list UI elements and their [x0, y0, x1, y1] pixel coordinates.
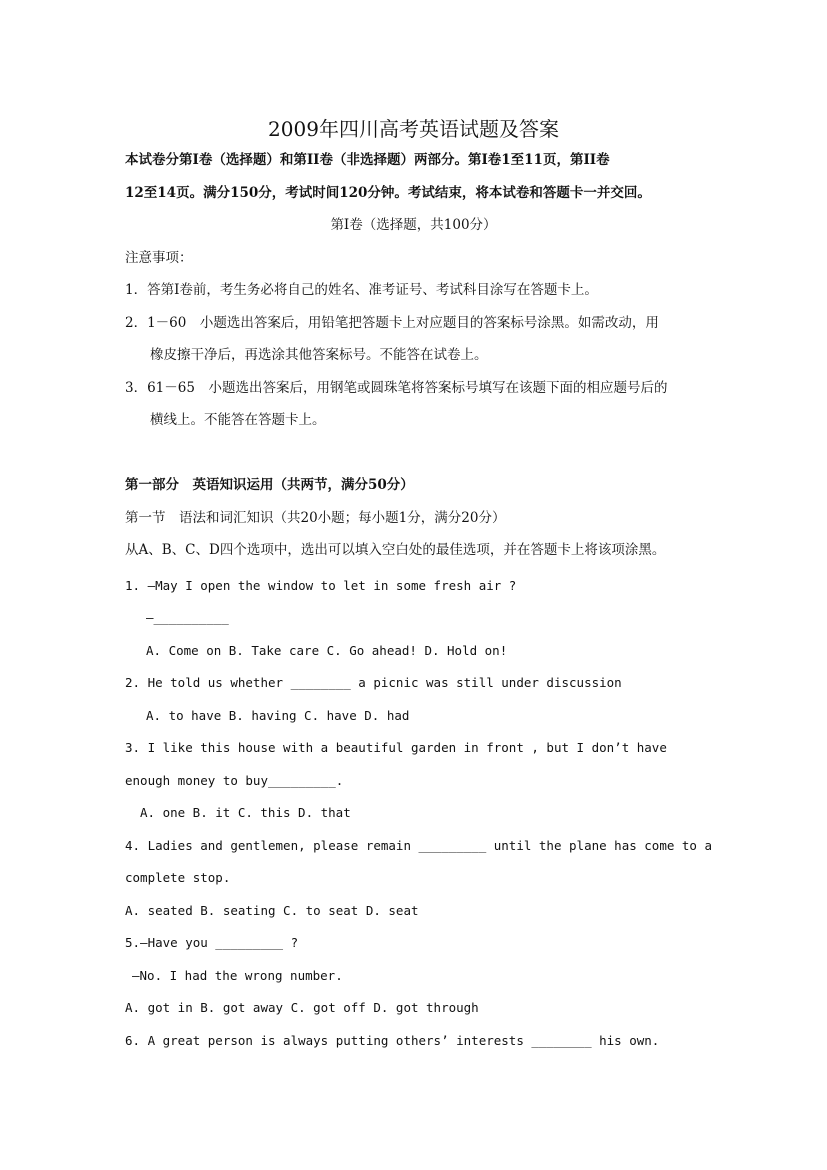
section1-heading: 第一部分 英语知识运用（共两节，满分50分） — [125, 477, 414, 493]
q2-options: A. to have B. having C. have D. had — [146, 708, 410, 723]
part1-heading: 第Ⅰ卷（选择题，共100分） — [330, 217, 497, 233]
note-item-2-line-2: 橡皮擦干净后，再选涂其他答案标号。不能答在试卷上。 — [150, 347, 488, 363]
q4-stem-line-2: complete stop. — [125, 870, 231, 885]
q1-stem: 1. —May I open the window to let in some fresh air ? — [125, 578, 517, 593]
q1-reply: —__________ — [146, 610, 229, 625]
section1-subheading: 第一节 语法和词汇知识（共20小题；每小题1分，满分20分） — [125, 510, 506, 526]
q1-options: A. Come on B. Take care C. Go ahead! D. Hold on! — [146, 643, 508, 658]
q5-options: A. got in B. got away C. got off D. got through — [125, 1000, 479, 1015]
section1-instruction: 从A、B、C、D四个选项中，选出可以填入空白处的最佳选项，并在答题卡上将该项涂黑。 — [125, 542, 666, 558]
note-item-3-line-2: 横线上。不能答在答题卡上。 — [150, 412, 326, 428]
q2-stem: 2. He told us whether ________ a picnic was still under discussion — [125, 675, 622, 690]
notes-heading: 注意事项： — [125, 250, 193, 266]
note-item-1: 1．答第Ⅰ卷前，考生务必将自己的姓名、准考证号、考试科目涂写在答题卡上。 — [125, 282, 598, 298]
q5-stem: 5.—Have you _________ ? — [125, 935, 299, 950]
document-title: 2009年四川高考英语试题及答案 — [268, 117, 559, 141]
intro-line-1: 本试卷分第Ⅰ卷（选择题）和第II卷（非选择题）两部分。第Ⅰ卷1至11页，第II卷 — [125, 152, 610, 168]
q3-stem-line-2: enough money to buy_________. — [125, 773, 344, 788]
note-item-2-line-1: 2．1－60 小题选出答案后，用铅笔把答题卡上对应题目的答案标号涂黑。如需改动，用 — [125, 315, 659, 331]
q6-stem: 6. A great person is always putting others’ interests ________ his own. — [125, 1033, 660, 1048]
intro-line-2: 12至14页。满分150分，考试时间120分钟。考试结束，将本试卷和答题卡一并交回。 — [125, 185, 651, 201]
q3-options: A. one B. it C. this D. that — [140, 805, 351, 820]
q4-stem-line-1: 4. Ladies and gentlemen, please remain _________ until the plane has come to a — [125, 838, 712, 853]
q3-stem-line-1: 3. I like this house with a beautiful garden in front , but I don’t have — [125, 740, 667, 755]
q5-reply: —No. I had the wrong number. — [132, 968, 343, 983]
note-item-3-line-1: 3．61－65 小题选出答案后，用钢笔或圆珠笔将答案标号填写在该题下面的相应题号后的 — [125, 380, 668, 396]
q4-options: A. seated B. seating C. to seat D. seat — [125, 903, 419, 918]
